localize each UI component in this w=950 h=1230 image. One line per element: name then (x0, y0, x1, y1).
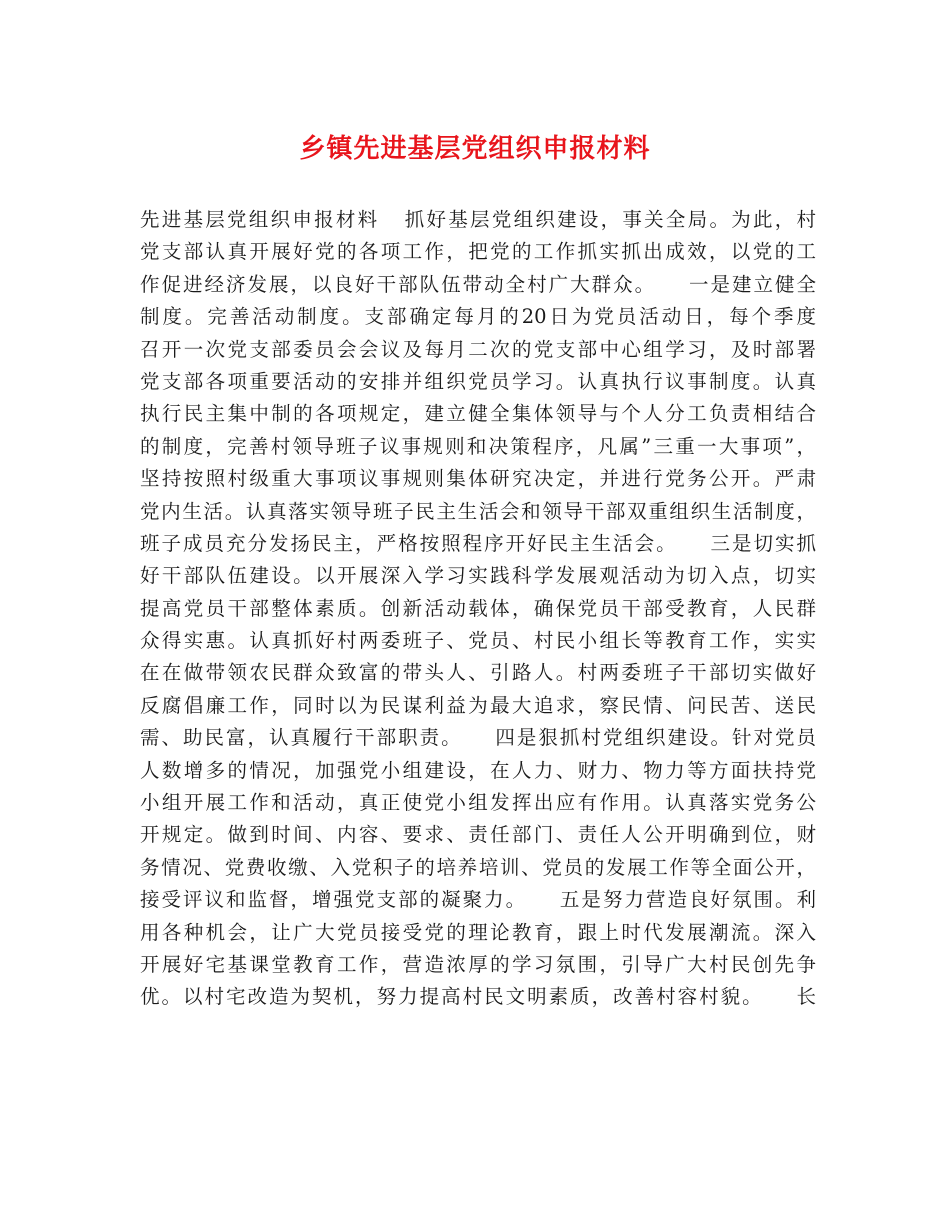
body-text-line: 需、助民富，认真履行干部职责。 四是狠抓村党组织建设。针对党员 (140, 726, 816, 750)
body-text-line: 开规定。做到时间、内容、要求、责任部门、责任人公开明确到位，财 (140, 823, 816, 847)
body-text-line: 在在做带领农民群众致富的带头人、引路人。村两委班子干部切实做好 (140, 661, 816, 685)
body-text-line: 班子成员充分发扬民主，严格按照程序开好民主生活会。 三是切实抓 (140, 531, 816, 555)
body-text-line: 优。以村宅改造为契机，努力提高村民文明素质，改善村容村貌。 长 (140, 985, 816, 1009)
body-text-line: 党内生活。认真落实领导班子民主生活会和领导干部双重组织生活制度， (140, 499, 816, 523)
body-text-line: 坚持按照村级重大事项议事规则集体研究决定，并进行党务公开。严肃 (140, 467, 816, 491)
document-title: 乡镇先进基层党组织申报材料 (299, 134, 651, 164)
body-text-line: 作促进经济发展，以良好干部队伍带动全村广大群众。 一是建立健全 (140, 272, 816, 296)
body-text-line: 党支部认真开展好党的各项工作，把党的工作抓实抓出成效，以党的工 (140, 240, 816, 264)
body-text-line: 反腐倡廉工作，同时以为民谋利益为最大追求，察民情、问民苦、送民 (140, 693, 816, 717)
body-text-line: 小组开展工作和活动，真正使党小组发挥出应有作用。认真落实党务公 (140, 791, 816, 815)
body-text-line: 先进基层党组织申报材料 抓好基层党组织建设，事关全局。为此，村 (140, 208, 816, 231)
body-text-line: 召开一次党支部委员会会议及每月二次的党支部中心组学习，及时部署 (140, 337, 816, 361)
document-body (140, 204, 816, 1014)
body-text-line: 接受评议和监督，增强党支部的凝聚力。 五是努力营造良好氛围。利 (140, 888, 816, 912)
body-text-line: 人数增多的情况，加强党小组建设，在人力、财力、物力等方面扶持党 (140, 758, 816, 782)
body-text-line: 用各种机会，让广大党员接受党的理论教育，跟上时代发展潮流。深入 (140, 920, 816, 944)
body-text-line: 党支部各项重要活动的安排并组织党员学习。认真执行议事制度。认真 (140, 369, 816, 393)
body-text-line: 务情况、党费收缴、入党积子的培养培训、党员的发展工作等全面公开， (140, 855, 816, 879)
body-text-line: 众得实惠。认真抓好村两委班子、党员、村民小组长等教育工作，实实 (140, 629, 816, 653)
body-text-line: 执行民主集中制的各项规定，建立健全集体领导与个人分工负责相结合 (140, 402, 816, 426)
body-text-line: 提高党员干部整体素质。创新活动载体，确保党员干部受教育，人民群 (140, 596, 816, 620)
body-text-line: 开展好宅基课堂教育工作，营造浓厚的学习氛围，引导广大村民创先争 (140, 952, 816, 976)
body-text-line: 的制度，完善村领导班子议事规则和决策程序，凡属”三重一大事项”， (140, 434, 816, 458)
body-text-line: 制度。完善活动制度。支部确定每月的20日为党员活动日，每个季度 (140, 305, 816, 329)
body-text-line: 好干部队伍建设。以开展深入学习实践科学发展观活动为切入点，切实 (140, 564, 816, 588)
